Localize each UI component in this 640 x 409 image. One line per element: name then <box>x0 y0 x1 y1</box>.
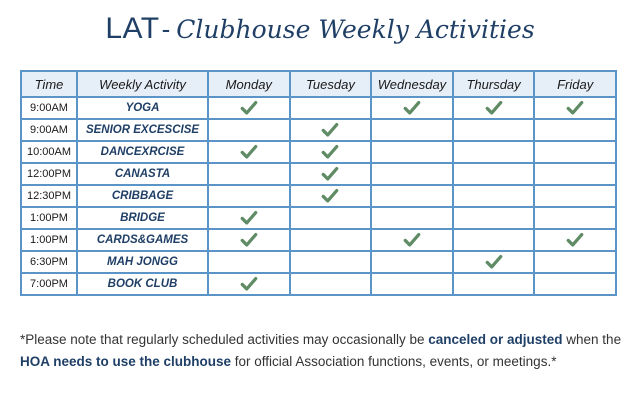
day-cell-tuesday <box>290 163 372 185</box>
day-cell-friday <box>534 97 616 119</box>
time-cell: 7:00PM <box>21 273 77 295</box>
table-row <box>21 97 616 119</box>
day-cell-wednesday <box>371 141 453 163</box>
header-time: Time <box>21 71 77 97</box>
day-cell-friday <box>534 273 616 295</box>
check-icon <box>485 253 503 271</box>
day-cell-tuesday <box>290 141 372 163</box>
day-cell-friday <box>534 229 616 251</box>
day-cell-tuesday <box>290 185 372 207</box>
check-icon <box>403 99 421 117</box>
time-cell: 6:30PM <box>21 251 77 273</box>
table-row <box>21 163 616 185</box>
day-cell-thursday <box>453 251 535 273</box>
day-cell-friday <box>534 119 616 141</box>
day-cell-monday <box>208 141 290 163</box>
check-icon <box>240 99 258 117</box>
day-cell-friday <box>534 251 616 273</box>
table-row <box>21 229 616 251</box>
table-header-row <box>21 71 616 97</box>
table-body <box>21 97 616 295</box>
check-icon <box>321 187 339 205</box>
header-tuesday: Tuesday <box>290 71 372 97</box>
clubhouse-notice <box>20 329 628 373</box>
activity-cell: BOOK CLUB <box>77 273 208 295</box>
activity-cell: BRIDGE <box>77 207 208 229</box>
day-cell-tuesday <box>290 273 372 295</box>
header-monday: Monday <box>208 71 290 97</box>
time-cell: 9:00AM <box>21 119 77 141</box>
table-row <box>21 251 616 273</box>
activity-cell: CARDS&GAMES <box>77 229 208 251</box>
check-icon <box>321 143 339 161</box>
day-cell-wednesday <box>371 273 453 295</box>
day-cell-wednesday <box>371 251 453 273</box>
activity-cell: SENIOR EXCESCISE <box>77 119 208 141</box>
title-separator: - <box>161 14 171 44</box>
notice-text-2: when the <box>562 332 622 347</box>
table-row <box>21 207 616 229</box>
check-icon <box>485 99 503 117</box>
day-cell-thursday <box>453 141 535 163</box>
day-cell-thursday <box>453 97 535 119</box>
table-row <box>21 273 616 295</box>
time-cell: 12:30PM <box>21 185 77 207</box>
day-cell-thursday <box>453 119 535 141</box>
check-icon <box>566 99 584 117</box>
title-main: LAT <box>105 12 160 45</box>
activity-cell: YOGA <box>77 97 208 119</box>
table-row <box>21 119 616 141</box>
day-cell-friday <box>534 163 616 185</box>
activity-schedule-table <box>20 70 617 296</box>
table-row <box>21 141 616 163</box>
day-cell-thursday <box>453 163 535 185</box>
notice-bold-hoa: HOA needs to use the clubhouse <box>20 354 232 369</box>
activity-cell: MAH JONGG <box>77 251 208 273</box>
day-cell-wednesday <box>371 229 453 251</box>
check-icon <box>240 231 258 249</box>
day-cell-monday <box>208 207 290 229</box>
day-cell-friday <box>534 207 616 229</box>
notice-bold-canceled: canceled or adjusted <box>428 332 563 347</box>
page-title <box>0 12 640 46</box>
day-cell-tuesday <box>290 251 372 273</box>
day-cell-friday <box>534 185 616 207</box>
check-icon <box>240 275 258 293</box>
header-friday: Friday <box>534 71 616 97</box>
day-cell-monday <box>208 251 290 273</box>
day-cell-thursday <box>453 207 535 229</box>
time-cell: 1:00PM <box>21 207 77 229</box>
activity-cell: DANCEXRCISE <box>77 141 208 163</box>
time-cell: 12:00PM <box>21 163 77 185</box>
title-subtitle: Clubhouse Weekly Activities <box>176 15 535 44</box>
day-cell-monday <box>208 273 290 295</box>
day-cell-monday <box>208 229 290 251</box>
header-wednesday: Wednesday <box>371 71 453 97</box>
header-thursday: Thursday <box>453 71 535 97</box>
activity-cell: CANASTA <box>77 163 208 185</box>
day-cell-wednesday <box>371 97 453 119</box>
day-cell-tuesday <box>290 97 372 119</box>
check-icon <box>240 209 258 227</box>
day-cell-wednesday <box>371 119 453 141</box>
day-cell-monday <box>208 119 290 141</box>
day-cell-thursday <box>453 229 535 251</box>
notice-text-3: for official Association functions, events, or meetings.* <box>231 354 557 369</box>
day-cell-thursday <box>453 185 535 207</box>
day-cell-tuesday <box>290 119 372 141</box>
day-cell-monday <box>208 163 290 185</box>
day-cell-wednesday <box>371 163 453 185</box>
check-icon <box>240 143 258 161</box>
header-weekly-activity: Weekly Activity <box>77 71 208 97</box>
day-cell-monday <box>208 185 290 207</box>
check-icon <box>321 165 339 183</box>
day-cell-monday <box>208 97 290 119</box>
day-cell-wednesday <box>371 207 453 229</box>
time-cell: 1:00PM <box>21 229 77 251</box>
check-icon <box>321 121 339 139</box>
check-icon <box>566 231 584 249</box>
time-cell: 10:00AM <box>21 141 77 163</box>
day-cell-friday <box>534 141 616 163</box>
day-cell-thursday <box>453 273 535 295</box>
activity-cell: CRIBBAGE <box>77 185 208 207</box>
day-cell-tuesday <box>290 229 372 251</box>
day-cell-wednesday <box>371 185 453 207</box>
day-cell-tuesday <box>290 207 372 229</box>
table-row <box>21 185 616 207</box>
time-cell: 9:00AM <box>21 97 77 119</box>
check-icon <box>403 231 421 249</box>
notice-text-1: *Please note that regularly scheduled activities may occasionally be <box>20 332 429 347</box>
